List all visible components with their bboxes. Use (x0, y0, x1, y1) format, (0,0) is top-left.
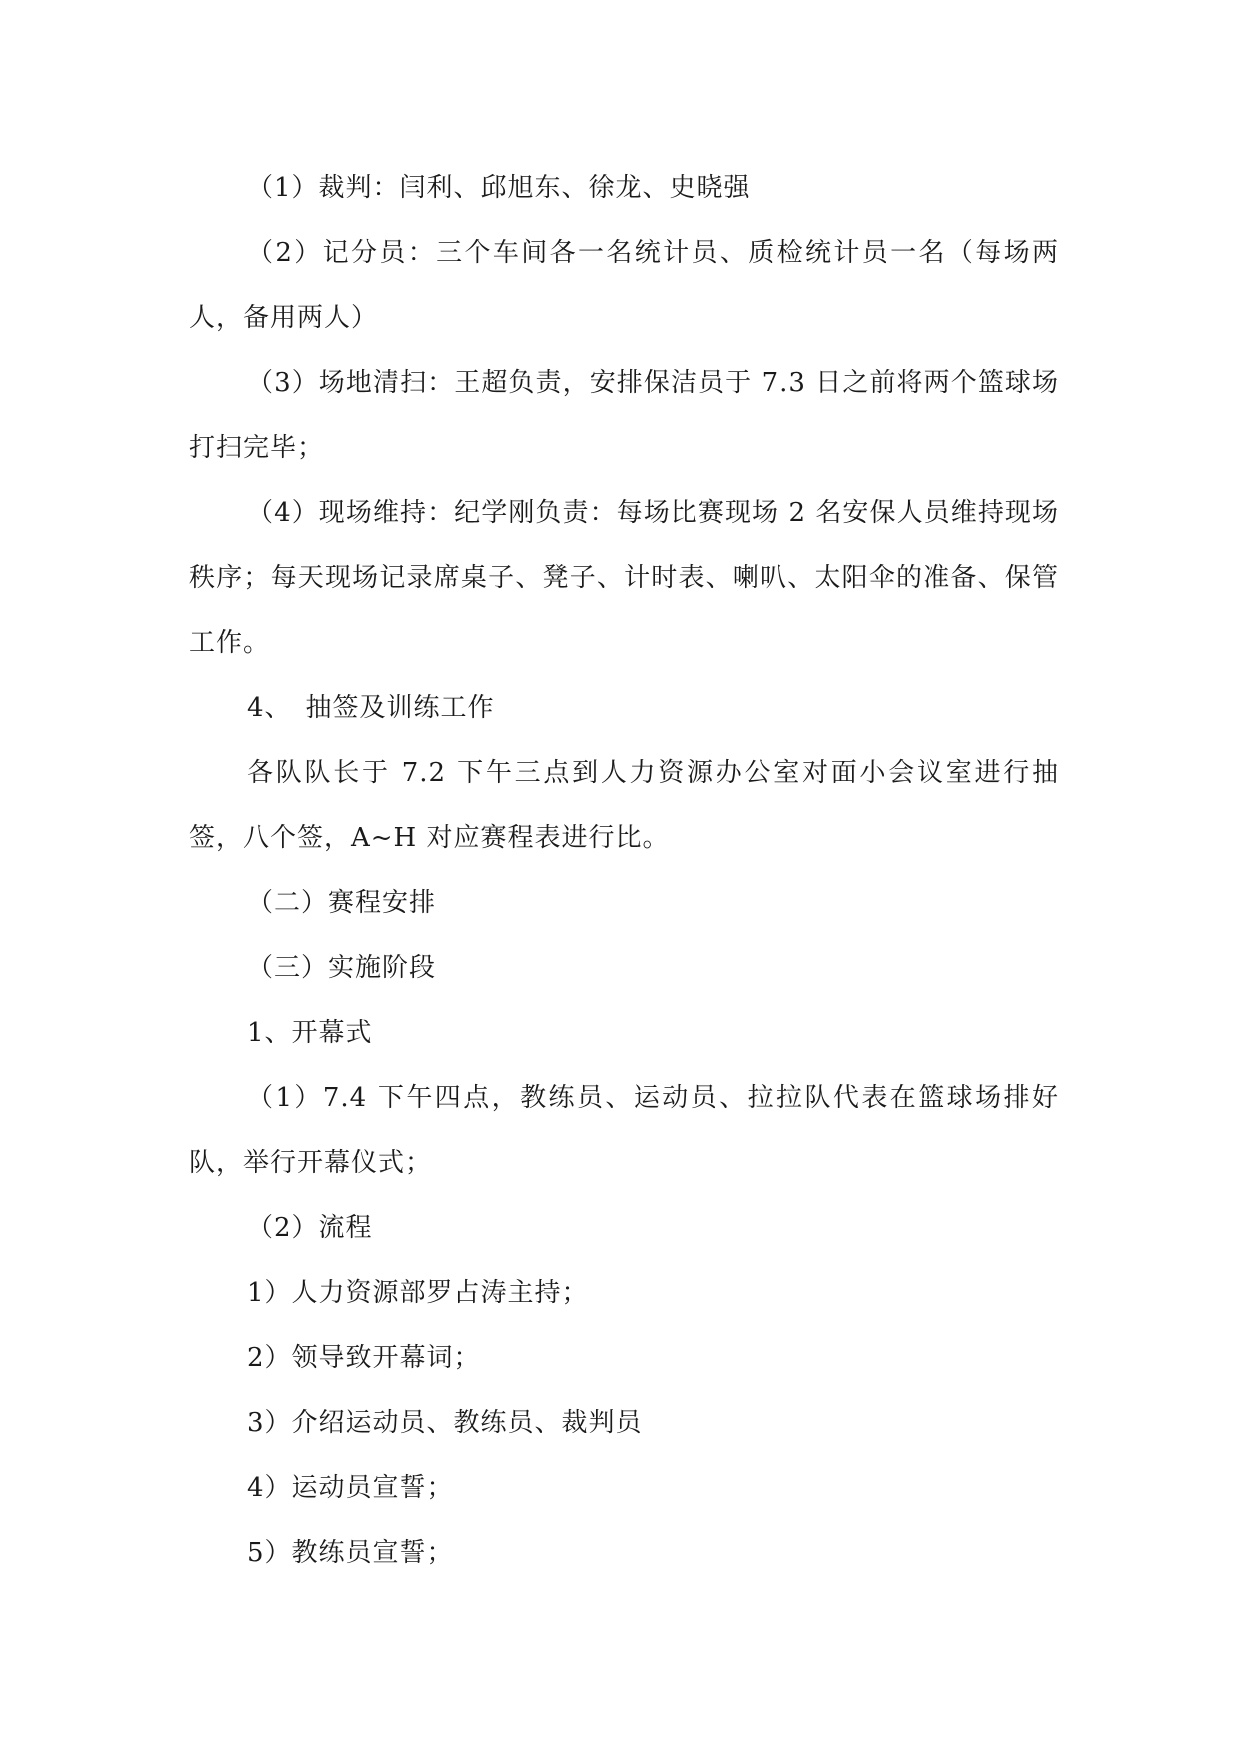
list-item-athlete-oath: 4）运动员宣誓； (247, 1473, 454, 1503)
section-heading-opening-ceremony: 1、开幕式 (247, 1018, 373, 1048)
list-item-host: 1）人力资源部罗占涛主持； (247, 1278, 589, 1308)
list-item-introductions: 3）介绍运动员、教练员、裁判员 (247, 1408, 643, 1438)
section-heading-schedule: （二）赛程安排 (247, 888, 437, 918)
list-item-opening-speech: 2）领导致开幕词； (247, 1343, 481, 1373)
paragraph-opening-time: （1）7.4 下午四点，教练员、运动员、拉拉队代表在篮球场排好队，举行开幕仪式； (189, 1083, 1059, 1178)
paragraph-on-site-order: （4）现场维持：纪学刚负责：每场比赛现场 2 名安保人员维持现场秩序；每天现场记录席桌子、凳子、计时表、喇叭、太阳伞的准备、保管工作。 (189, 498, 1059, 658)
paragraph-draw: 各队队长于 7.2 下午三点到人力资源办公室对面小会议室进行抽签，八个签，A~H 对应赛程表进行比。 (189, 758, 1059, 853)
list-item-coach-oath: 5）教练员宣誓； (247, 1538, 454, 1568)
paragraph-referees: （1）裁判：闫利、邱旭东、徐龙、史晓强 (247, 173, 751, 203)
paragraph-process-heading: （2）流程 (247, 1213, 373, 1243)
section-heading-draw-training: 4、 抽签及训练工作 (247, 693, 495, 723)
paragraph-court-cleaning: （3）场地清扫：王超负责，安排保洁员于 7.3 日之前将两个篮球场打扫完毕； (189, 368, 1059, 463)
document-body (189, 156, 1059, 1586)
section-heading-implementation: （三）实施阶段 (247, 953, 437, 983)
paragraph-scorekeepers: （2）记分员：三个车间各一名统计员、质检统计员一名（每场两人，备用两人） (189, 238, 1059, 333)
